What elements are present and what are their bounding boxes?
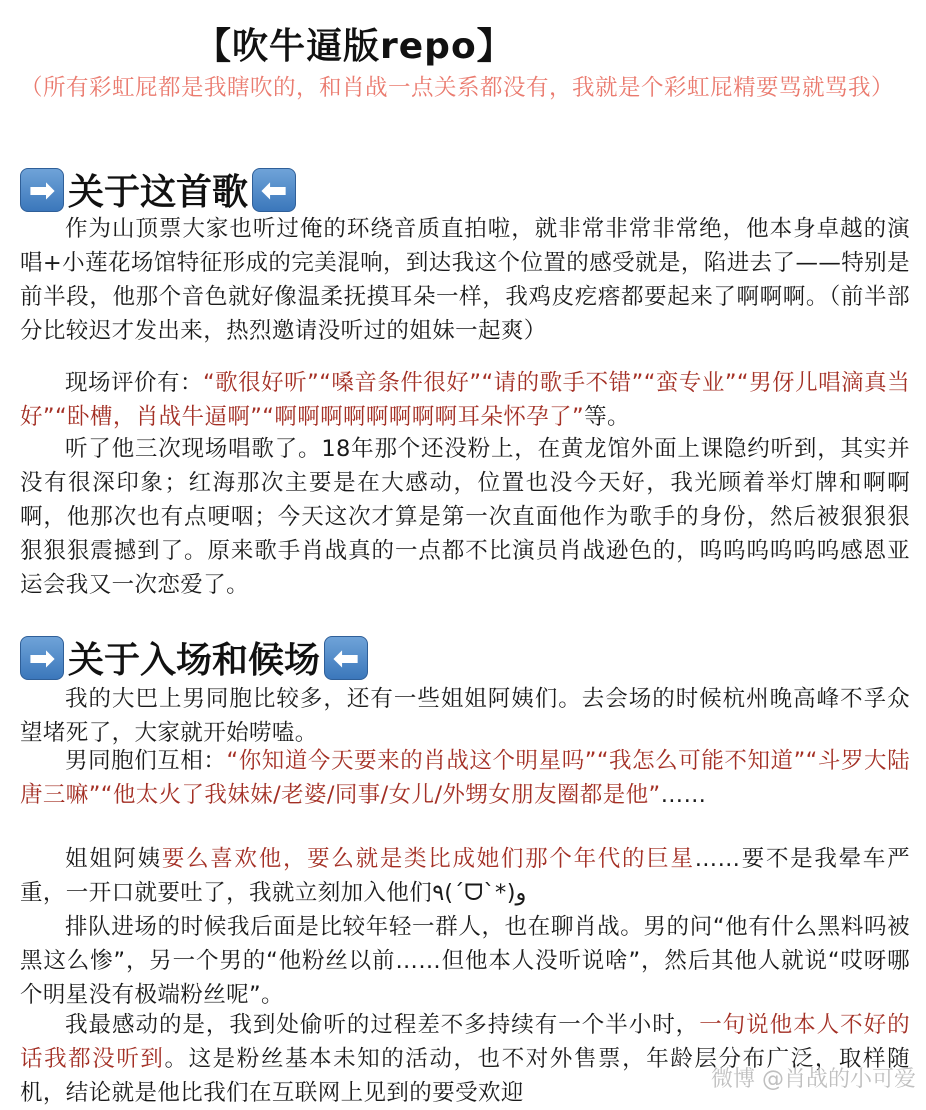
text: ……	[660, 782, 707, 808]
text: ……要不是我晕车严重，一开口就要吐了，我就立刻加入他们٩(ˊᗜˋ*)و	[20, 846, 910, 906]
page-title: 【吹牛逼版repo】	[195, 26, 514, 67]
paragraph-dialogue	[20, 744, 910, 812]
paragraph-reviews	[20, 366, 910, 434]
highlighted-quotes: “你知道今天要来的肖战这个明星吗”“我怎么可能不知道”“斗罗大陆唐三嘛”“他太火了我妹妹/老婆/同事/女儿/外甥女朋友圈都是他”	[20, 748, 910, 808]
text: 男同胞们互相：	[65, 748, 227, 774]
right-arrow-icon: ➡	[20, 168, 64, 212]
text: 等。	[584, 404, 630, 430]
paragraph: 听了他三次现场唱歌了。18年那个还没粉上，在黄龙馆外面上课隐约听到，其实并没有很深印象；红海那次主要是在大感动，位置也没今天好，我光顾着举灯牌和啊啊啊，他那次也有点哽咽；今天这次才算是第一次直面他作为歌手的身份，然后被狠狠狠狠狠狠震撼到了。原来歌手肖战真的一点都不比演员肖战逊色的，呜呜呜呜呜呜感恩亚运会我又一次恋爱了。	[20, 436, 910, 598]
section-heading-song	[20, 164, 296, 215]
section-title: 关于这首歌	[68, 172, 249, 213]
section-heading-entry	[20, 632, 368, 683]
left-arrow-icon: ⬅	[252, 168, 296, 212]
text: 现场评价有：	[65, 370, 204, 396]
paragraph	[20, 842, 910, 910]
paragraph: 排队进场的时候我后面是比较年轻一群人，也在聊肖战。男的问“他有什么黑料吗被黑这么惨”，另一个男的“他粉丝以前……但他本人没听说啥”，然后其他人就说“哎呀哪个明星没有极端粉丝呢”。	[20, 914, 910, 1008]
paragraph	[20, 1008, 910, 1110]
disclaimer: （所有彩虹屁都是我瞎吹的，和肖战一点关系都没有，我就是个彩虹屁精要骂就骂我）	[20, 75, 895, 101]
highlighted-text: 一句说他本人不好的话我都没听到	[20, 1012, 910, 1072]
paragraph: 我的大巴上男同胞比较多，还有一些姐姐阿姨们。去会场的时候杭州晚高峰不孚众望堵死了，大家就开始唠嗑。	[20, 686, 910, 746]
highlighted-text: 要么喜欢他，要么就是类比成她们那个年代的巨星	[161, 846, 695, 872]
text: 姐姐阿姨	[65, 846, 162, 872]
text: 我最感动的是，我到处偷听的过程差不多持续有一个半小时，	[65, 1012, 700, 1038]
text: 。这是粉丝基本未知的活动，也不对外售票，年龄层分布广泛，取样随机，结论就是他比我们在互联网上见到的要受欢迎	[20, 1046, 910, 1106]
right-arrow-icon: ➡	[20, 636, 64, 680]
section-title: 关于入场和候场	[68, 640, 321, 681]
paragraph: 作为山顶票大家也听过俺的环绕音质直拍啦，就非常非常非常绝，他本身卓越的演唱+小莲花场馆特征形成的完美混响，到达我这个位置的感受就是，陷进去了——特别是前半段，他那个音色就好像温柔抚摸耳朵一样，我鸡皮疙瘩都要起来了啊啊啊。（前半部分比较迟才发出来，热烈邀请没听过的姐妹一起爽）	[20, 216, 910, 344]
left-arrow-icon: ⬅	[324, 636, 368, 680]
watermark: 微博 @肖战的小可爱	[711, 1067, 916, 1092]
highlighted-quotes: “歌很好听”“嗓音条件很好”“请的歌手不错”“蛮专业”“男伢儿唱滴真当好”“卧槽，肖战牛逼啊”“啊啊啊啊啊啊啊啊耳朵怀孕了”	[20, 370, 910, 430]
